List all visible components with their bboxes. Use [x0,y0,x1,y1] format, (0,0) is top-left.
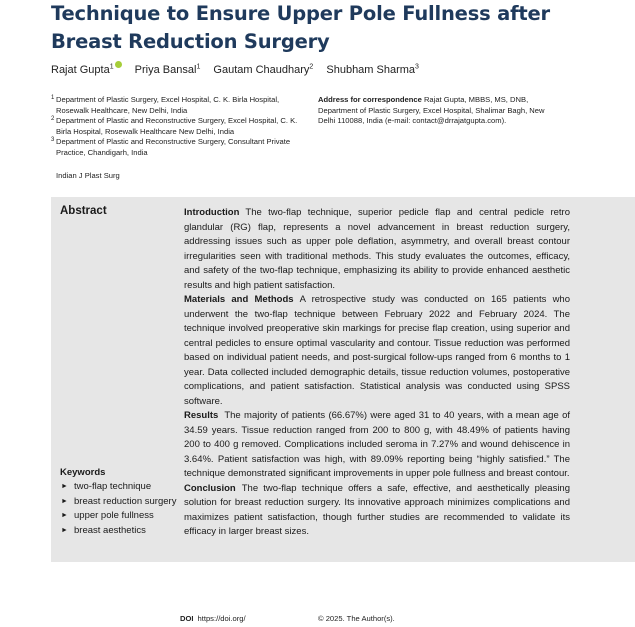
abstract-heading: Abstract [60,205,107,217]
affiliation [51,137,309,158]
keyword-item [60,480,178,495]
keywords-heading: Keywords [60,467,106,478]
triangle-right-icon: ► [61,497,68,505]
abstract-body [184,206,570,540]
affiliation-text: Department of Plastic Surgery, Excel Hospital, C. K. Birla Hospital, Rosewalk Healthcare, New Delhi, India [56,95,280,115]
keyword-text: breast aesthetics [74,524,146,536]
journal-name: Indian J Plast Surg [56,171,120,180]
abstract-section-methods [184,293,570,409]
keyword-item [60,495,178,510]
triangle-right-icon: ► [61,512,68,519]
title-line-1: Technique to Ensure Upper Pole Fullness after [51,2,550,25]
author[interactable] [213,64,313,76]
author-sup: 2 [309,63,314,71]
section-text: The majority of patients (66.67%) were aged 31 to 40 years, with a mean age of 34.59 years. Tissue reduction ranged from 200 to 800 g, with 48.49% of patients having 200 to 400 g removed. Complications included seroma in 7.27% and wound dehiscence in 3.64%. Patient satisfaction was high, with 89.09% reporting being “highly satisfied.” The technique demonstrated significant improvements in upper pole fullness and breast contour. [184,410,570,479]
keywords-list [60,480,178,538]
author-name: Gautam Chaudhary [213,64,310,76]
abstract-section-introduction [184,206,570,293]
author[interactable] [135,64,201,76]
author-sup: 1 [196,63,201,71]
doi [180,614,246,623]
keyword-text: two-flap technique [74,481,152,492]
author[interactable] [326,64,419,76]
orcid-icon[interactable] [115,61,122,68]
section-text: The two-flap technique, superior pedicle flap and central pedicle retro glandular (RG) flap, represents a novel advancement in breast reduction surgery, addressing issues such as upper pole deflation, asymmetry, and overall breast contour irregularities seen with traditional methods. This study evaluates the outcomes, efficacy, and safety of the two-flap technique, emphasizing its ability to provide enhanced aesthetic results and high patient satisfaction. [184,207,570,291]
doi-label: DOI [180,614,194,623]
affiliation-sup: 1 [51,95,55,101]
author[interactable] [51,64,122,76]
author-name: Rajat Gupta [51,64,110,76]
keyword-text: breast reduction surgery [74,495,177,507]
correspondence-label: Address for correspondence [318,95,422,104]
title-line-2: Breast Reduction Surgery [51,30,330,53]
keyword-text: upper pole fullness [74,510,154,521]
keyword-item [60,524,178,539]
author-sup: 3 [415,63,419,71]
section-label: Results [184,410,219,421]
article-title [51,0,611,56]
section-label: Conclusion [184,482,236,494]
keyword-item [60,509,178,524]
affiliation-text: Department of Plastic and Reconstructive Surgery, Excel Hospital, C. K. Birla Hospital, Rosewalk Healthcare New Delhi, India [56,116,298,136]
section-text: The two-flap technique offers a safe, effective, and aesthetically pleasing solution for breast reduction surgery. Its innovative approach minimizes complications and maximizes patient satisfaction, though further studies are recommended to validate its efficacy in larger breast sizes. [184,482,570,537]
section-label: Materials and Methods [184,294,294,305]
affiliation-text: Department of Plastic and Reconstructive Surgery, Consultant Private Practice, Chandigarh, India [56,137,291,157]
affiliation-sup: 2 [51,116,55,122]
section-label: Introduction [184,207,240,218]
affiliations [51,95,309,158]
affiliation [51,116,309,137]
triangle-right-icon: ► [61,483,68,490]
abstract-section-conclusion [184,482,570,540]
triangle-right-icon: ► [61,526,68,534]
section-text: A retrospective study was conducted on 165 patients who underwent the two-flap technique between February 2022 and February 2024. The technique involved preoperative skin markings for precise flap creation, using superior and central pedicles to ensure optimal vascularity and contour. Tissue reduction was performed based on individual patient needs, and post-surgical follow-ups ranged from 6 months to 1 year. Data collected included demographic details, tissue reduction volumes, postoperative complications, and patient satisfaction. Statistical analysis was conducted using SPSS software. [184,294,570,407]
correspondence [318,95,558,127]
correspondence-text[interactable]: Rajat Gupta, MBBS, MS, DNB, Department of Plastic Surgery, Excel Hospital, Shalimar Bagh, New Delhi 110088, India (e-mail: contact@drrajatgupta.com). [318,95,545,125]
author-sup: 1 [109,63,114,71]
author-list [51,61,429,76]
affiliation-sup: 3 [51,137,55,143]
abstract-section-results [184,409,570,482]
affiliation [51,95,309,116]
doi-link[interactable]: https://doi.org/ [197,614,246,623]
copyright: © 2025. The Author(s). [318,614,395,623]
author-name: Priya Bansal [134,64,197,76]
author-name: Shubham Sharma [326,64,416,76]
